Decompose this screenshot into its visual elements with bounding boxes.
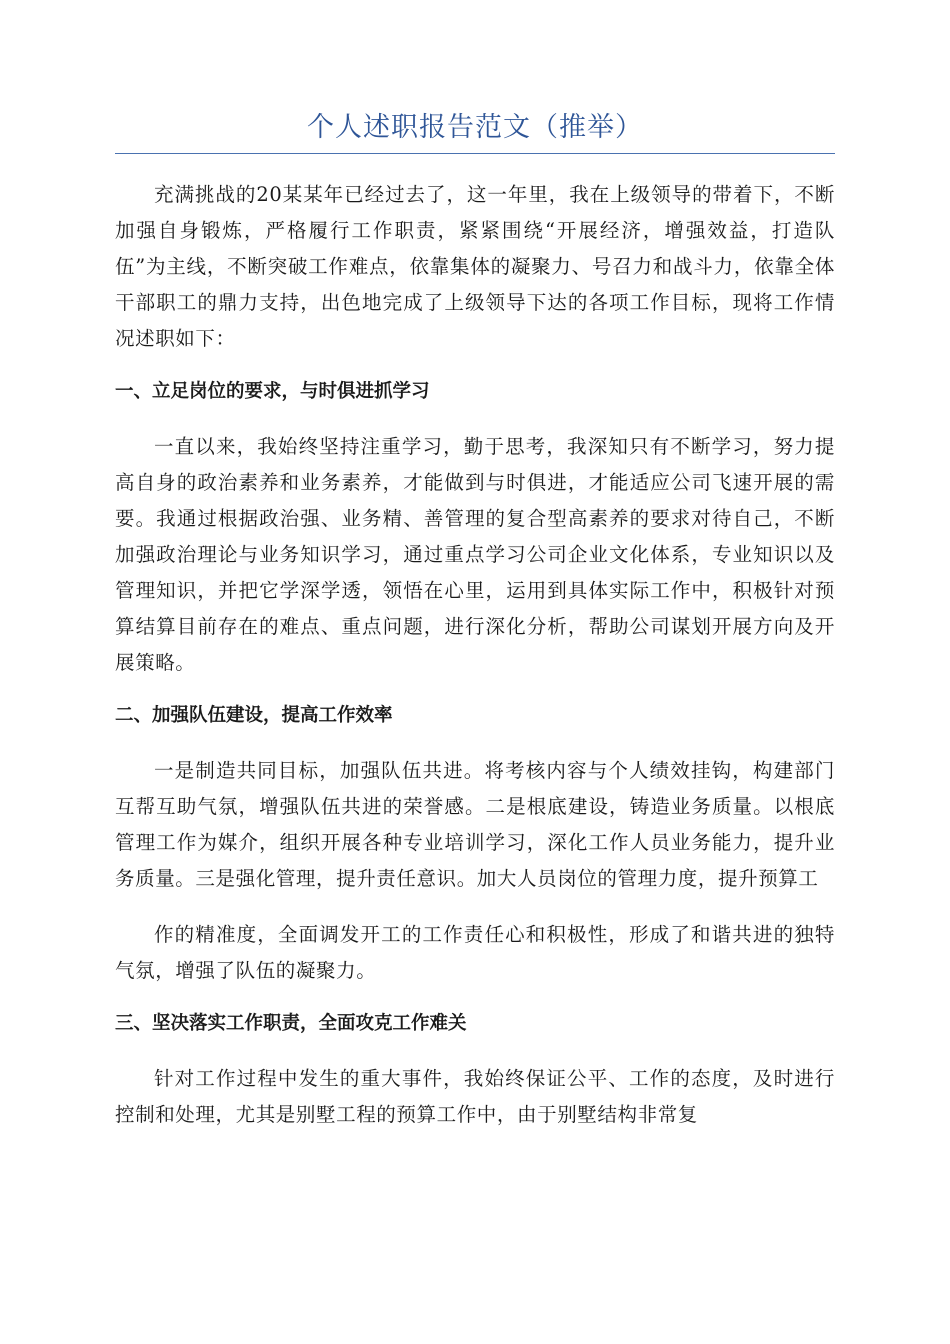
- section-2-paragraph-continued: 作的精准度，全面调发开工的工作责任心和积极性，形成了和谐共进的独特气氛，增强了队伍的凝聚力。: [115, 923, 835, 982]
- title-underline: [115, 153, 835, 154]
- section-2-paragraph: 一是制造共同目标，加强队伍共进。将考核内容与个人绩效挂钩，构建部门互帮互助气氛，增强队伍共进的荣誉感。二是根底建设，铸造业务质量。以根底管理工作为媒介，组织开展各种专业培训学习，深化工作人员业务能力，提升业务质量。三是强化管理，提升责任意识。加大人员岗位的管理力度，提升预算工: [115, 759, 835, 890]
- section-1-paragraph: 一直以来，我始终坚持注重学习，勤于思考，我深知只有不断学习，努力提高自身的政治素养和业务素养，才能做到与时俱进，才能适应公司飞速开展的需要。我通过根据政治强、业务精、善管理的复合型高素养的要求对待自己，不断加强政治理论与业务知识学习，通过重点学习公司企业文化体系，专业知识以及管理知识，并把它学深学透，领悟在心里，运用到具体实际工作中，积极针对预算结算目前存在的难点、重点问题，进行深化分析，帮助公司谋划开展方向及开展策略。: [115, 435, 835, 674]
- document-title: 个人述职报告范文（推举）: [307, 112, 643, 143]
- section-heading-3: 三、坚决落实工作职责，全面攻克工作难关: [115, 1013, 467, 1034]
- section-heading-1: 一、立足岗位的要求，与时俱进抓学习: [115, 381, 430, 402]
- document-body: [115, 177, 835, 1133]
- section-heading-2: 二、加强队伍建设，提高工作效率: [115, 705, 393, 726]
- section-3-paragraph: 针对工作过程中发生的重大事件，我始终保证公平、工作的态度，及时进行控制和处理，尤其是别墅工程的预算工作中，由于别墅结构非常复: [115, 1067, 835, 1126]
- intro-paragraph: 充满挑战的20某某年已经过去了，这一年里，我在上级领导的带着下，不断加强自身锻炼，严格履行工作职责，紧紧围绕“开展经济，增强效益，打造队伍”为主线，不断突破工作难点，依靠集体的凝聚力、号召力和战斗力，依靠全体干部职工的鼎力支持，出色地完成了上级领导下达的各项工作目标，现将工作情况述职如下：: [115, 183, 835, 350]
